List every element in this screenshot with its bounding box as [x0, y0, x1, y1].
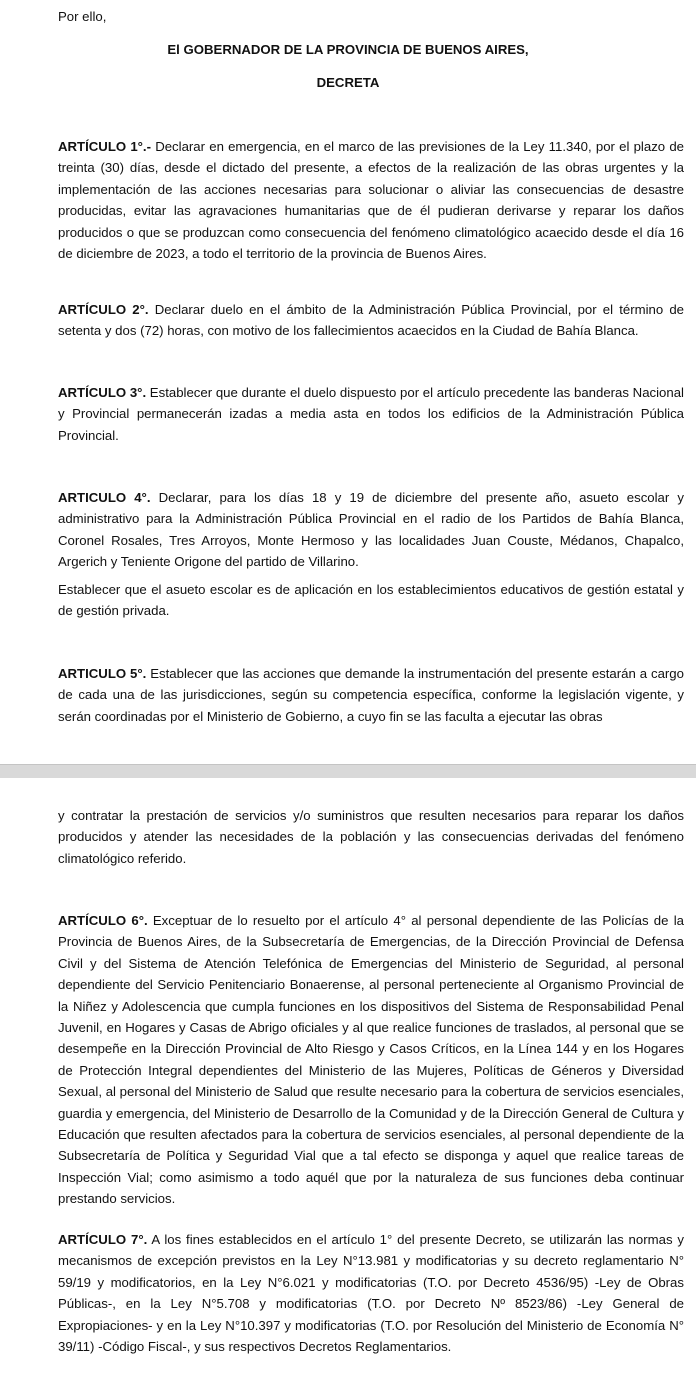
article-7-label: ARTÍCULO 7°.: [58, 1232, 148, 1247]
document-page-2: [0, 778, 696, 1378]
intro-text: Por ello,: [58, 9, 107, 24]
article-6: [58, 910, 684, 1210]
article-1-label: ARTÍCULO 1°.-: [58, 139, 151, 154]
article-5: [58, 663, 684, 727]
article-6-label: ARTÍCULO 6°.: [58, 913, 148, 928]
article-5-continuation: y contratar la prestación de servicios y/o suministros que resulten necesarios para reparar los daños producidos y atender las necesidades de la población y las consecuencias derivadas del fenómeno climatológico referido.: [58, 808, 684, 866]
article-4-extra: Establecer que el asueto escolar es de aplicación en los establecimientos educativos de gestión estatal y de gestión privada.: [58, 582, 684, 619]
article-5-text: Establecer que las acciones que demande la instrumentación del presente estarán a cargo de cada una de las jurisdicciones, según su competencia específica, conforme la legislación vigente, y serán coordinadas por el Ministerio de Gobierno, a cuyo fin se las faculta a ejecutar las obras: [58, 666, 684, 724]
article-1-text: Declarar en emergencia, en el marco de las previsiones de la Ley 11.340, por el plazo de treinta (30) días, desde el dictado del presente, a efectos de la realización de las obras urgentes y la implementación de las acciones necesarias para solucionar o aliviar las consecuencias de desastre producidas, evitar las agravaciones humanitarias que de él pudieran derivarse y reparar los daños producidos o que se produzcan como consecuencia del fenómeno climatológico acaecido desde el día 16 de diciembre de 2023, a todo el territorio de la provincia de Buenos Aires.: [58, 139, 684, 262]
article-7-text: A los fines establecidos en el artículo 1° del presente Decreto, se utilizarán las normas y mecanismos de excepción previstos en la Ley N°13.981 y modificatorias y su decreto reglamentario N° 59/19 y modificatorios, en la Ley N°6.021 y modificatorias (T.O. por Decreto 4536/95) -Ley de Obras Públicas-, en la Ley N°5.708 y modificatorias (T.O. por Decreto Nº 8523/86) -Ley General de Expropiaciones- y en la Ley N°10.397 y modificatorias (T.O. por Resolución del Ministerio de Economía N° 39/11) -Código Fiscal-, y sus respectivos Decretos Reglamentarios.: [58, 1232, 684, 1355]
article-3-label: ARTÍCULO 3°.: [58, 385, 147, 400]
article-4: [58, 487, 684, 573]
article-2: [58, 299, 684, 342]
governor-heading: El GOBERNADOR DE LA PROVINCIA DE BUENOS AIRES,: [167, 42, 529, 57]
article-4-text: Declarar, para los días 18 y 19 de diciembre del presente año, asueto escolar y administrativo para la Administración Pública Provincial en el radio de los Partidos de Bahía Blanca, Coronel Rosales, Tres Arroyos, Monte Hermoso y las localidades Juan Couste, Médanos, Chapalco, Argerich y Teniente Origone del partido de Villarino.: [58, 490, 684, 570]
article-4-label: ARTICULO 4°.: [58, 490, 151, 505]
article-1: [58, 136, 684, 264]
decreta-heading: DECRETA: [316, 75, 380, 90]
article-2-label: ARTÍCULO 2°.: [58, 302, 149, 317]
article-2-text: Declarar duelo en el ámbito de la Administración Pública Provincial, por el término de setenta y dos (72) horas, con motivo de los fallecimientos acaecidos en la Ciudad de Bahía Blanca.: [58, 302, 684, 339]
article-3: [58, 382, 684, 446]
article-5-label: ARTICULO 5°.: [58, 666, 147, 681]
article-6-text: Exceptuar de lo resuelto por el artículo 4° al personal dependiente de las Policías de la Provincia de Buenos Aires, de la Subsecretaría de Emergencias, de la Dirección Provincial de Defensa Civil y del Sistema de Atención Telefónica de Emergencias del Ministerio de Seguridad, al personal dependiente del Servicio Penitenciario Bonaerense, al personal perteneciente al Organismo Provincial de la Niñez y Adolescencia que cumpla funciones en los dispositivos del Sistema de Responsabilidad Penal Juvenil, en Hogares y Casas de Abrigo oficiales y al que realice funciones de traslados, al personal que se desempeñe en la Dirección Provincial de Alto Riesgo y Casos Críticos, en la Línea 144 y en los Hogares de Protección Integral dependientes del Ministerio de las Mujeres, Políticas de Géneros y Diversidad Sexual, al personal del Ministerio de Salud que resulte necesario para la cobertura de servicios esenciales, guardia y emergencia, del Ministerio de Desarrollo de la Comunidad y de la Dirección General de Cultura y Educación que resulten afectados para la cobertura de servicios esenciales, al personal dependiente de la Subsecretaría de Política y Seguridad Vial que a tal efecto se disponga y aquel que realice tareas de Inspección Vial; como asimismo a todo aquél que por la naturaleza de sus funciones deba continuar prestando servicios.: [58, 913, 684, 1207]
article-7: [58, 1229, 684, 1357]
article-3-text: Establecer que durante el duelo dispuesto por el artículo precedente las banderas Nacional y Provincial permanecerán izadas a media asta en todos los edificios de la Administración Pública Provincial.: [58, 385, 684, 443]
